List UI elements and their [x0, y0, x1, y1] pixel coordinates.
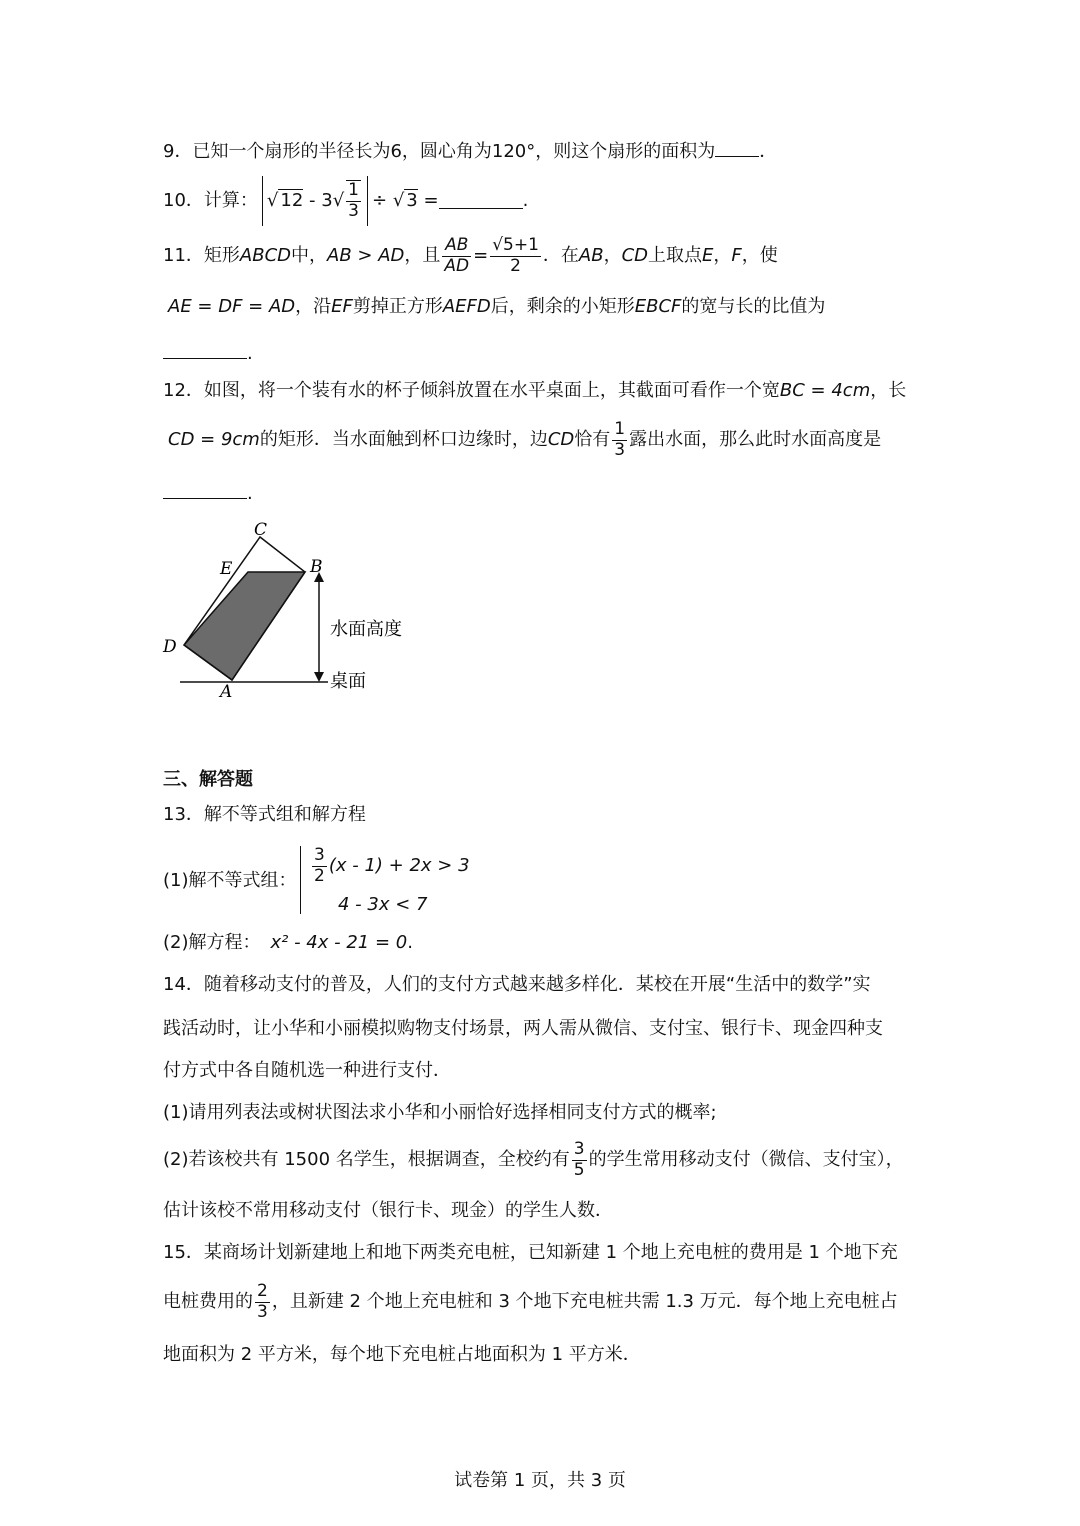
fraction-ab-ad: $\frac{AB}{AD}$ — [444, 235, 470, 276]
abs-bar-right — [367, 176, 368, 226]
question-15-line-3: 地面积为 2 平方米，每个地下充电桩占地面积为 1 平方米． — [163, 1344, 641, 1365]
question-14-part-2: (2)若该校共有 1500 名学生，根据调查，全校约有 $\frac{3}{5}$ 的学生常用移动支付（微信、支付宝）， — [163, 1139, 904, 1180]
label-d: D — [163, 637, 177, 657]
question-13: 13．解不等式组和解方程 — [163, 804, 366, 825]
water-height-label: 水面高度 — [330, 619, 402, 640]
fraction-one-third: $\frac{1}{3}$ — [348, 180, 359, 221]
question-14: 14．随着移动支付的普及，人们的支付方式越来越多样化．某校在开展“生活中的数学”实 — [163, 974, 871, 995]
question-14-part-1: (1)请用列表法或树状图法求小华和小丽恰好选择相同支付方式的概率; — [163, 1102, 717, 1123]
answer-blank — [715, 142, 759, 157]
question-14-line-3: 付方式中各自随机选一种进行支付． — [163, 1060, 451, 1081]
inequality-2: 4 - 3x < 7 — [338, 894, 428, 915]
inequality-1: $\frac{3}{2}$ (x - 1) + 2x > 3 — [314, 845, 470, 886]
question-14-line-2: 践活动时，让小华和小丽模拟购物支付场景，两人需从微信、支付宝、银行卡、现金四种支 — [163, 1018, 883, 1039]
fraction-two-thirds: $\frac{2}{3}$ — [257, 1281, 268, 1322]
question-13-part-2: (2)解方程： x² - 4x - 21 = 0. — [163, 932, 413, 953]
question-15: 15．某商场计划新建地上和地下两类充电桩，已知新建 1 个地上充电桩的费用是 1 个地下充 — [163, 1242, 898, 1263]
question-9: 9．已知一个扇形的半径长为6，圆心角为120°，则这个扇形的面积为 ． — [163, 141, 778, 162]
answer-blank — [439, 194, 523, 209]
label-e: E — [220, 559, 233, 579]
question-11: 11．矩形ABCD中，AB > AD，且 $\frac{AB}{AD}$ = $\frac{√5+1}{2}$ ．在AB，CD上取点E，F，使 — [163, 235, 778, 276]
page-footer: 试卷第 1 页，共 3 页 — [454, 1470, 626, 1491]
water-region — [184, 572, 305, 680]
label-b: B — [310, 557, 323, 577]
fraction-golden: $\frac{√5+1}{2}$ — [492, 235, 539, 276]
fraction-one-third: $\frac{1}{3}$ — [614, 419, 626, 460]
answer-blank — [163, 344, 247, 359]
question-10: 10．计算： √ 12 - 3√ $\frac{1}{3}$ ÷ √ 3 = . — [163, 176, 528, 226]
fraction-three-fifths: $\frac{3}{5}$ — [573, 1139, 585, 1180]
question-12: 12．如图，将一个装有水的杯子倾斜放置在水平桌面上，其截面可看作一个宽BC = 4cm，长 — [163, 380, 907, 401]
cup-tilt-figure — [160, 515, 430, 705]
question-11-line-2: AE = DF = AD，沿EF剪掉正方形AEFD后，剩余的小矩形EBCF的宽与长的比值为 — [168, 296, 826, 317]
abs-bar-left — [262, 176, 263, 226]
question-12-line-3: . — [163, 484, 253, 503]
question-15-line-2: 电桩费用的 $\frac{2}{3}$ ，且新建 2 个地上充电桩和 3 个地下充电桩共需 1.3 万元．每个地上充电桩占 — [163, 1281, 898, 1322]
question-14-part-2-line-2: 估计该校不常用移动支付（银行卡、现金）的学生人数． — [163, 1200, 613, 1221]
table-label: 桌面 — [330, 671, 366, 692]
fraction-three-halves: $\frac{3}{2}$ — [314, 845, 325, 886]
question-13-part-1: (1)解不等式组： — [163, 870, 297, 891]
label-a: A — [220, 682, 233, 702]
section-title: 三、解答题 — [163, 769, 253, 790]
arrow-head-down — [314, 672, 324, 682]
label-c: C — [254, 520, 268, 540]
question-11-line-3: . — [163, 344, 253, 363]
question-12-line-2: CD = 9cm的矩形．当水面触到杯口边缘时，边CD恰有 $\frac{1}{3}$ 露出水面，那么此时水面高度是 — [168, 419, 882, 460]
answer-blank — [163, 484, 247, 499]
